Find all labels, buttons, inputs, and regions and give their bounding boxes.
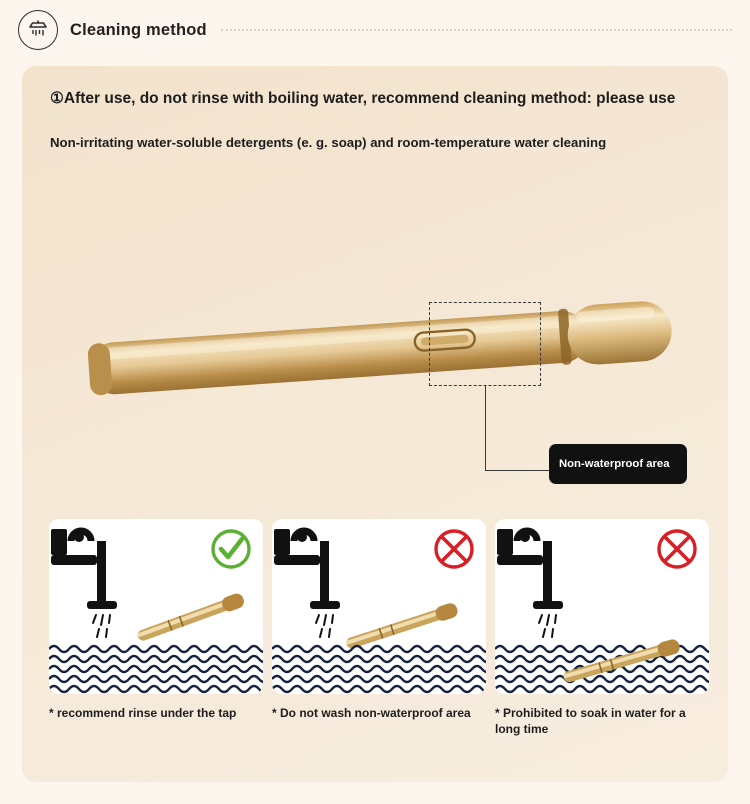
check-mark-icon [209, 527, 253, 571]
card-caption-2: * Do not wash non-waterproof area [272, 706, 471, 720]
comparison-card-1 [49, 519, 263, 737]
headline-text: ①After use, do not rinse with boiling water, recommend cleaning method: please use [50, 90, 676, 107]
card-illustration-2 [272, 519, 486, 694]
subline-text: Non-irritating water-soluble detergents (e. g. soap) and room-temperature water cleaning [50, 135, 607, 150]
non-waterproof-callout [549, 444, 687, 484]
header-divider [221, 29, 732, 32]
comparison-card-3 [495, 519, 709, 737]
cleaning-method-panel [22, 66, 728, 782]
callout-leader-line-horizontal [485, 470, 550, 471]
card-illustration-1 [49, 519, 263, 694]
callout-leader-line-vertical [485, 386, 486, 471]
faucet [497, 529, 563, 609]
callout-label: Non-waterproof area [559, 457, 670, 470]
non-waterproof-highlight-box [429, 302, 541, 386]
card-caption-3: * Prohibited to soak in water for a long time [495, 706, 686, 737]
water-waves [49, 646, 263, 692]
water-waves [272, 646, 486, 692]
section-header [18, 8, 732, 52]
comparison-cards [49, 519, 709, 737]
faucet [274, 529, 340, 609]
device-illustration [22, 216, 728, 516]
cross-mark-icon [432, 527, 476, 571]
card-illustration-3 [495, 519, 709, 694]
shower-head-icon [18, 10, 58, 50]
page-title: Cleaning method [70, 20, 207, 39]
card-caption-1: * recommend rinse under the tap [49, 706, 237, 720]
cross-mark-icon [655, 527, 699, 571]
comparison-card-2 [272, 519, 486, 737]
faucet [51, 529, 117, 609]
